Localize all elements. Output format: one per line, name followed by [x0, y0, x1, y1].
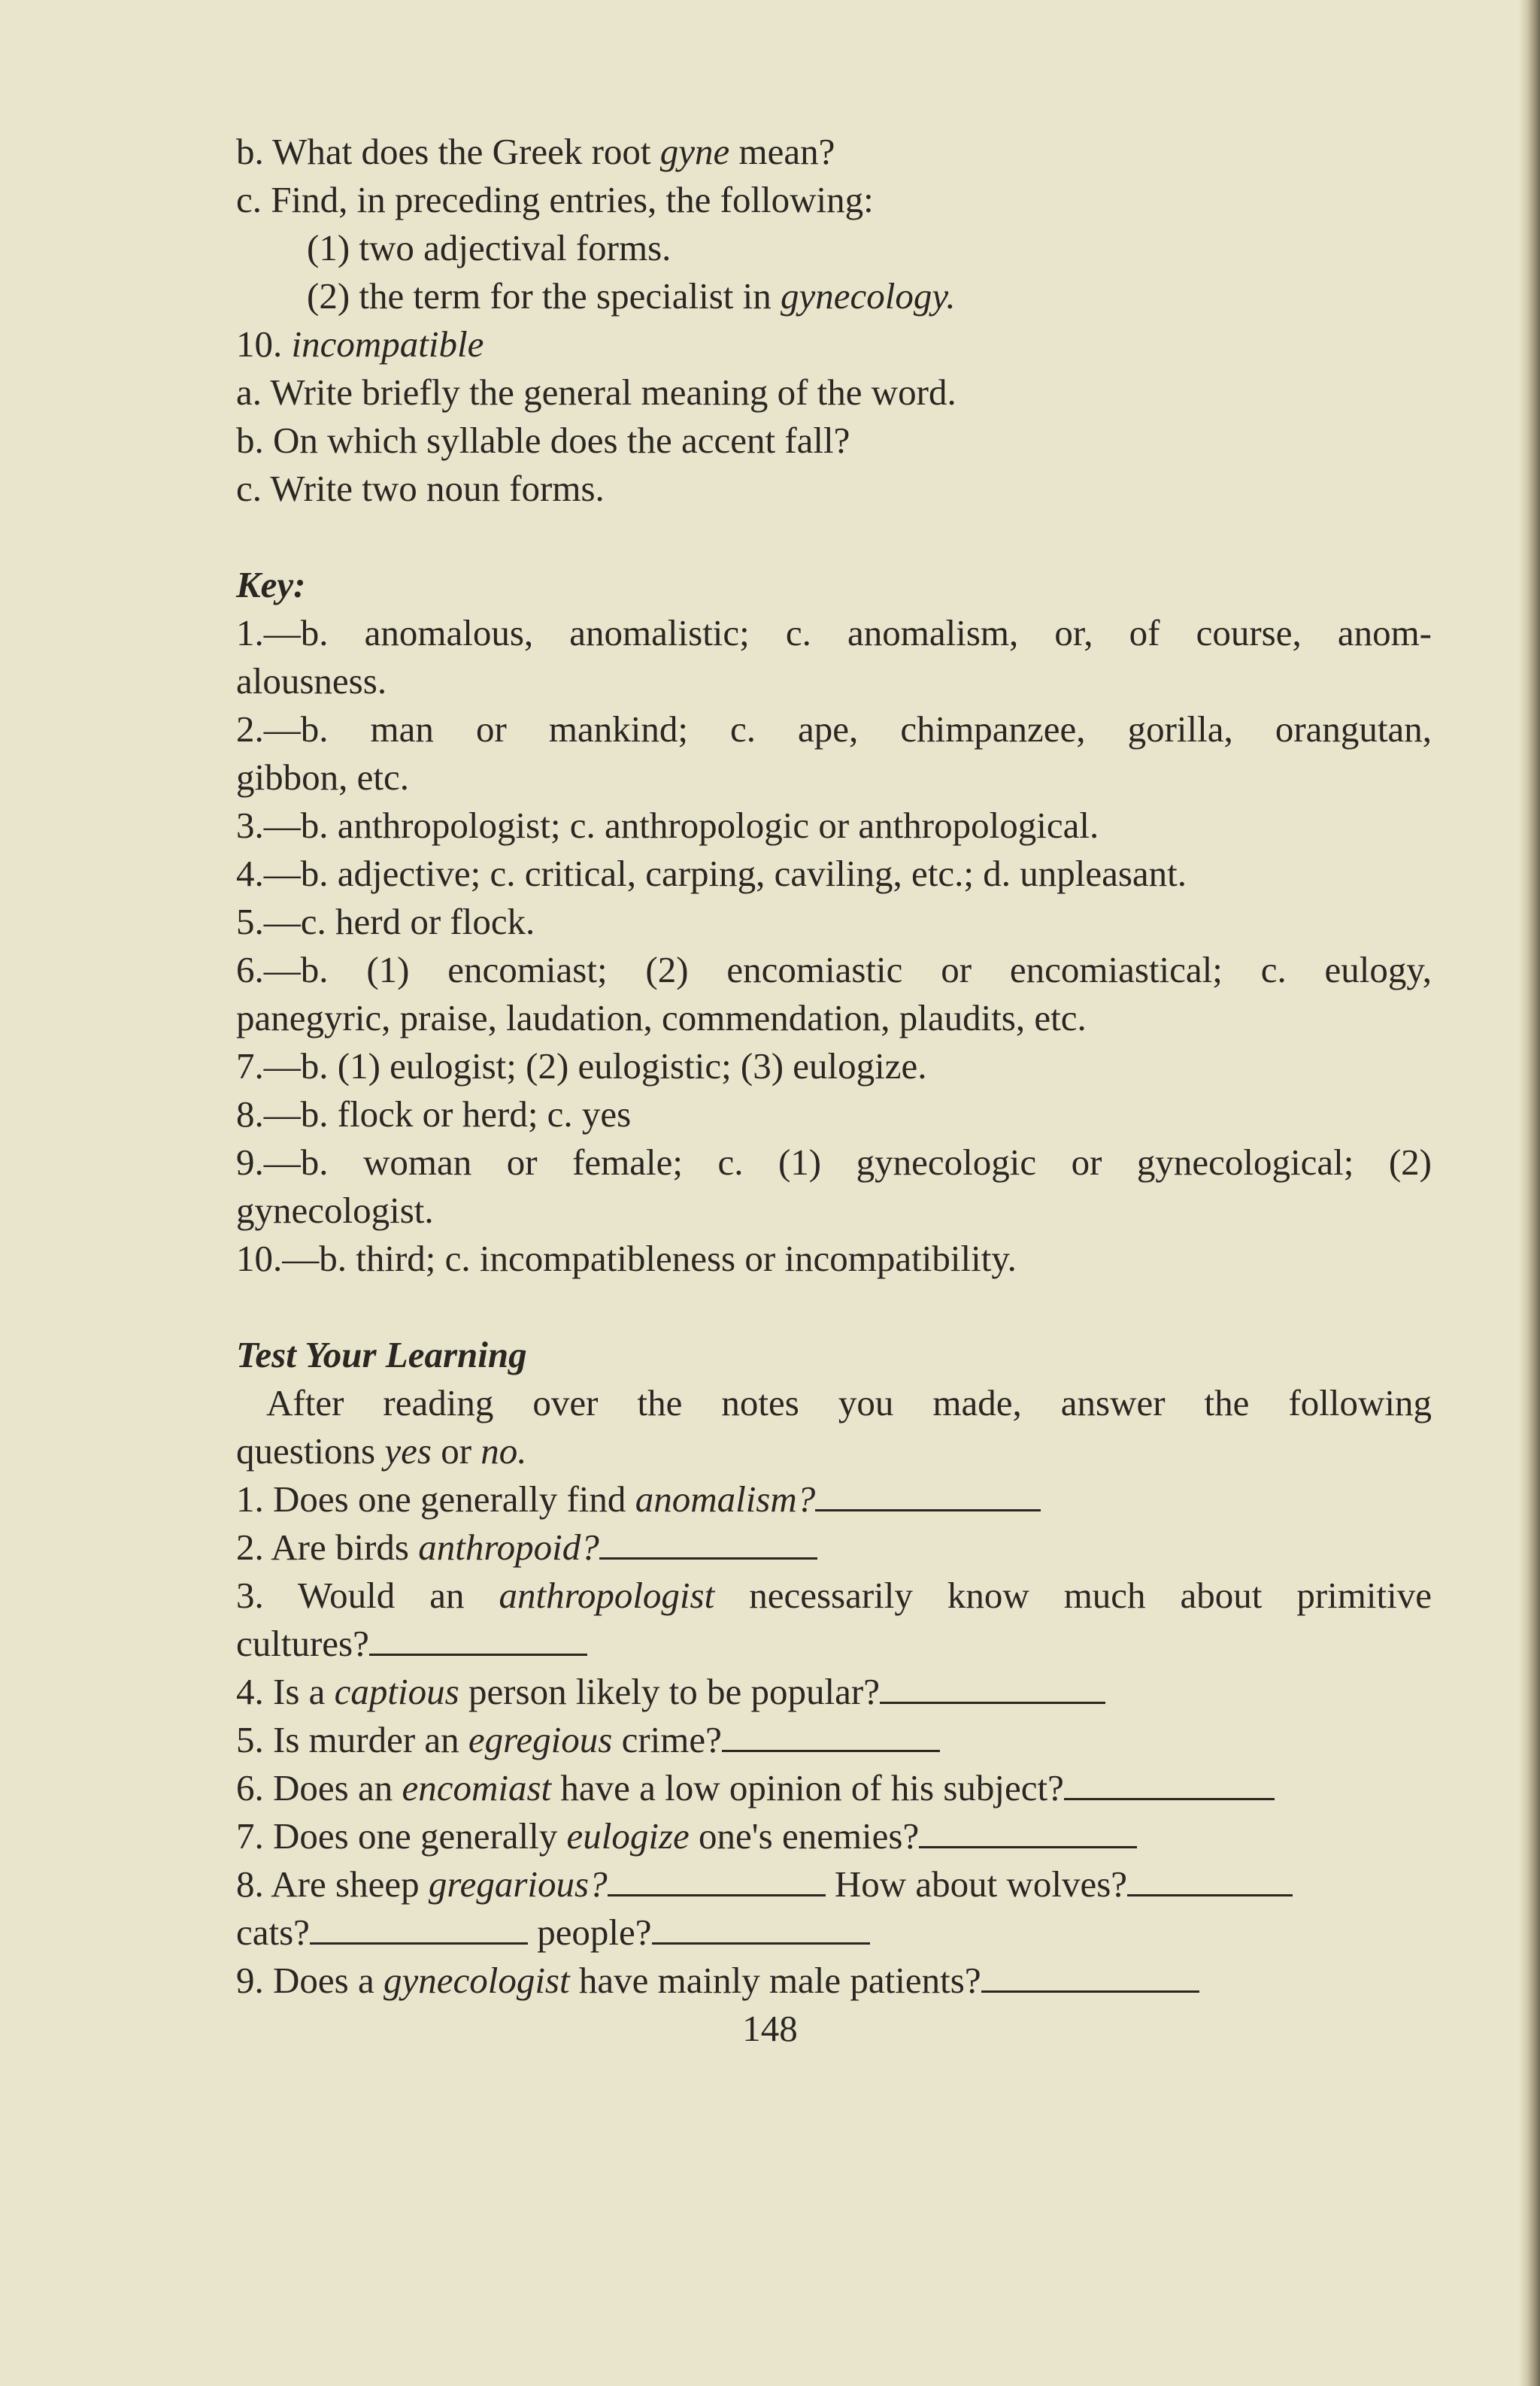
test-question-1: 1. Does one generally find anomalism? [236, 1475, 1432, 1523]
test-intro: After reading over the notes you made, answer the following [266, 1382, 1432, 1423]
test-intro-cont: questions yes or no. [236, 1430, 527, 1472]
answer-blank-8-people[interactable] [652, 1912, 870, 1945]
key-line: 7.—b. (1) eulogist; (2) eulogistic; (3) eulogize. [236, 1045, 927, 1087]
question-9b: b. What does the Greek root gyne mean? [236, 131, 835, 172]
key-heading: Key: [236, 564, 306, 605]
answer-blank-5[interactable] [722, 1720, 940, 1752]
question-10c: c. Write two noun forms. [236, 468, 605, 509]
question-9c-1: (1) two adjectival forms. [307, 227, 671, 268]
question-10a: a. Write briefly the general meaning of the word. [236, 371, 956, 413]
question-10b: b. On which syllable does the accent fall? [236, 420, 850, 461]
key-line: 1.—b. anomalous, anomalistic; c. anomalism, or, of course, anom- [236, 612, 1432, 653]
answer-blank-7[interactable] [919, 1816, 1137, 1848]
test-heading: Test Your Learning [236, 1334, 527, 1375]
key-line: 6.—b. (1) encomiast; (2) encomiastic or encomiastical; c. eulogy, [236, 949, 1432, 990]
key-line: gynecologist. [236, 1190, 434, 1231]
key-line: 2.—b. man or mankind; c. ape, chimpanzee, gorilla, orangutan, [236, 708, 1432, 750]
test-question-3-cont: cultures? [236, 1620, 1432, 1668]
key-line: alousness. [236, 660, 387, 702]
key-line: panegyric, praise, laudation, commendation, plaudits, etc. [236, 997, 1087, 1038]
answer-blank-8-sheep[interactable] [608, 1864, 826, 1896]
test-question-9: 9. Does a gynecologist have mainly male patients? [236, 1957, 1432, 2005]
test-question-8-cont: cats? people? [236, 1908, 1432, 1957]
answer-blank-9[interactable] [981, 1960, 1199, 1993]
test-question-6: 6. Does an encomiast have a low opinion of his subject? [236, 1764, 1432, 1812]
answer-blank-1[interactable] [815, 1479, 1041, 1511]
answer-blank-8-cats[interactable] [310, 1912, 528, 1945]
test-question-8: 8. Are sheep gregarious? How about wolves? [236, 1860, 1432, 1908]
key-line: 10.—b. third; c. incompatibleness or incompatibility. [236, 1238, 1017, 1279]
answer-blank-8-wolves[interactable] [1127, 1864, 1293, 1896]
key-line: 4.—b. adjective; c. critical, carping, caviling, etc.; d. unpleasant. [236, 853, 1187, 894]
test-question-5: 5. Is murder an egregious crime? [236, 1716, 1432, 1764]
key-line: gibbon, etc. [236, 756, 409, 798]
test-question-4: 4. Is a captious person likely to be popular? [236, 1668, 1432, 1716]
test-question-3: 3. Would an anthropologist necessarily know much about primitive [236, 1575, 1432, 1616]
test-question-7: 7. Does one generally eulogize one's enemies? [236, 1812, 1432, 1860]
page-number: 148 [742, 2008, 798, 2049]
answer-blank-4[interactable] [880, 1672, 1105, 1704]
answer-blank-6[interactable] [1064, 1768, 1275, 1800]
question-9c: c. Find, in preceding entries, the following: [236, 179, 874, 220]
answer-blank-2[interactable] [599, 1527, 817, 1560]
key-line: 8.—b. flock or herd; c. yes [236, 1093, 632, 1135]
key-line: 5.—c. herd or flock. [236, 901, 535, 942]
key-line: 3.—b. anthropologist; c. anthropologic or anthropological. [236, 805, 1099, 846]
answer-blank-3[interactable] [369, 1624, 587, 1656]
test-question-2: 2. Are birds anthropoid? [236, 1523, 1432, 1572]
page-body [236, 128, 1432, 2005]
key-line: 9.—b. woman or female; c. (1) gynecologic or gynecological; (2) [236, 1141, 1432, 1183]
question-10-heading: 10. incompatible [236, 323, 484, 365]
question-9c-2: (2) the term for the specialist in gynecology. [307, 275, 956, 317]
